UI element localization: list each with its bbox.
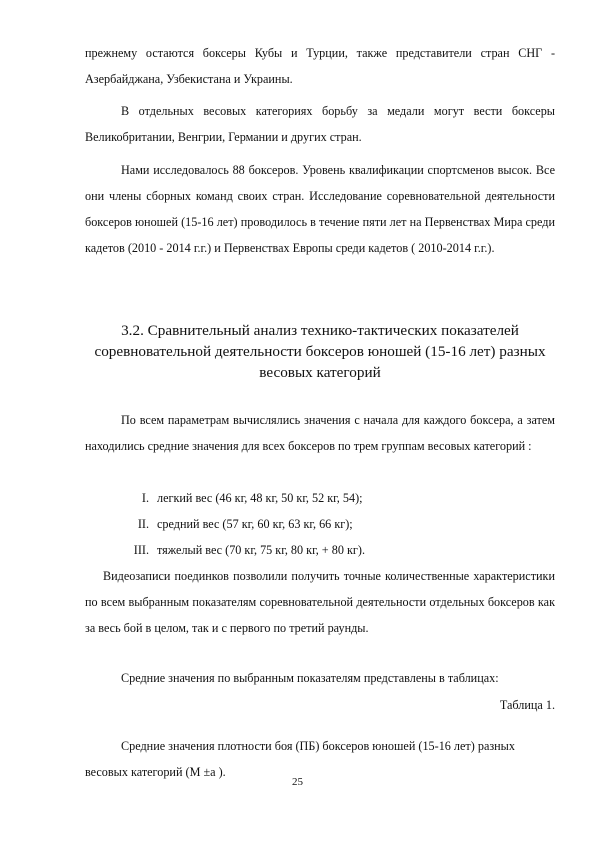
list-item-number: I.	[141, 491, 149, 505]
list-item	[85, 511, 555, 537]
list-item-text: тяжелый вес (70 кг, 75 кг, 80 кг, + 80 кг).	[157, 543, 365, 557]
paragraph-video-analysis: Видеозаписи поединков позволили получить точные количественные характеристики по всем выбранным показателям соревновательной деятельности отдельных боксеров как за весь бой в целом, так и с первого по третий раунды.	[85, 569, 555, 635]
list-item-text: средний вес (57 кг, 60 кг, 63 кг, 66 кг);	[157, 517, 353, 531]
section-heading: 3.2. Сравнительный анализ технико-тактических показателей соревновательной деятельности боксеров юношей (15-16 лет) разных весовых категорий	[94, 322, 546, 381]
paragraph-parameters: По всем параметрам вычислялись значения с начала для каждого боксера, а затем находились средние значения для всех боксеров по трем группам весовых категорий :	[85, 413, 555, 453]
list-item-number: III.	[133, 543, 149, 557]
list-item-number: II.	[137, 517, 149, 531]
paragraph-tables-intro: Средние значения по выбранным показателям представлены в таблицах:	[121, 671, 499, 685]
list-item	[85, 485, 555, 511]
paragraph-continuation: прежнему остаются боксеры Кубы и Турции, также представители стран СНГ - Азербайджана, Узбекистана и Украины.	[85, 46, 555, 86]
table-title: Средние значения плотности боя (ПБ) боксеров юношей (15-16 лет) разных весовых категорий (М ±а ).	[85, 739, 515, 779]
table-caption: Таблица 1.	[499, 698, 555, 712]
paragraph-study-subjects: Нами исследовалось 88 боксеров. Уровень квалификации спортсменов высок. Все они члены сборных команд своих стран. Исследование соревновательной деятельности боксеров юношей (15-16 лет) проводилось в течение пяти лет на Первенствах Мира среди кадетов (2010 - 2014 г.г.) и Первенствах Европы среди кадетов ( 2010-2014 г.г.).	[85, 163, 555, 255]
list-item	[85, 537, 555, 563]
list-item-text: легкий вес (46 кг, 48 кг, 50 кг, 52 кг, 54);	[157, 491, 363, 505]
paragraph-medal-contenders: В отдельных весовых категориях борьбу за медали могут вести боксеры Великобритании, Венгрии, Германии и других стран.	[85, 104, 555, 144]
page-number: 25	[292, 776, 303, 788]
